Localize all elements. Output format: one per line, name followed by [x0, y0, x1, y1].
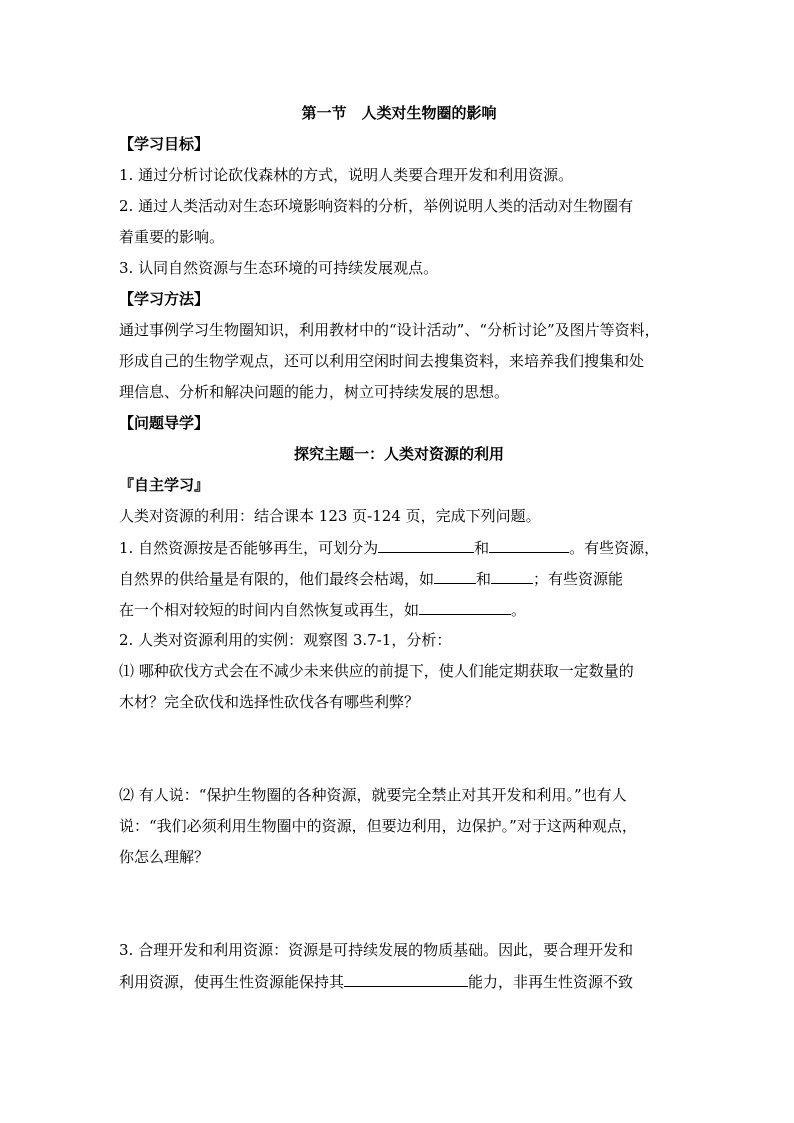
question-1-line-2	[119, 568, 679, 589]
q3-text-b: 利用资源，使再生性资源能保持其	[119, 973, 345, 991]
answer-blank-4[interactable]	[491, 568, 533, 584]
question-3-line-1: 3. 合理开发和利用资源：资源是可持续发展的物质基础。因此，要合理开发和	[119, 941, 634, 959]
method-line-3: 理信息、分析和解决问题的能力，树立可持续发展的思想。	[119, 383, 510, 401]
q1-text-d: 自然界的供给量是有限的，他们最终会枯竭，如	[119, 570, 435, 588]
q1-text-g: 在一个相对较短的时间内自然恢复或再生，如	[119, 601, 420, 619]
answer-blank-1[interactable]	[378, 537, 474, 553]
question-2-intro: 2. 人类对资源利用的实例：观察图 3.7-1，分析：	[119, 631, 452, 649]
question-2-2-line-1: ⑵ 有人说：“保护生物圈的各种资源，就要完全禁止对其开发和利用。”也有人	[119, 786, 627, 804]
goal-line-2: 2. 通过人类活动对生态环境影响资料的分析，举例说明人类的活动对生物圈有	[119, 197, 634, 215]
method-line-2: 形成自己的生物学观点，还可以利用空闲时间去搜集资料，来培养我们搜集和处	[119, 352, 645, 370]
q1-text-c: 。有些资源，	[569, 539, 660, 557]
q1-text-e: 和	[476, 570, 492, 588]
question-2-1-line-2: 木材？完全砍伐和选择性砍伐各有哪些利弊？	[119, 693, 420, 711]
q1-text-b: 和	[474, 539, 490, 557]
answer-blank-6[interactable]	[344, 971, 468, 987]
goal-line-2-cont: 着重要的影响。	[119, 228, 225, 246]
question-1-line-3	[119, 599, 679, 620]
goal-line-1: 1. 通过分析讨论砍伐森林的方式，说明人类要合理开发和利用资源。	[119, 166, 574, 184]
section-heading-method: 【学习方法】	[119, 290, 210, 308]
question-2-1-line-1: ⑴ 哪种砍伐方式会在不减少未来供应的前提下，使人们能定期获取一定数量的	[119, 662, 634, 680]
goal-line-3: 3. 认同自然资源与生态环境的可持续发展观点。	[119, 259, 439, 277]
answer-blank-5[interactable]	[419, 599, 511, 615]
topic-title: 探究主题一：人类对资源的利用	[293, 445, 504, 463]
q1-text-f: ；有些资源能	[533, 570, 624, 588]
question-1-line-1	[119, 537, 679, 558]
q3-text-c: 能力，非再生性资源不致	[468, 973, 634, 991]
section-heading-goals: 【学习目标】	[119, 135, 210, 153]
section-heading-guide: 【问题导学】	[119, 414, 210, 432]
q1-text-a: 1. 自然资源按是否能够再生，可划分为	[119, 539, 379, 557]
self-study-heading: 『自主学习』	[119, 476, 210, 494]
answer-blank-3[interactable]	[434, 568, 476, 584]
question-2-2-line-2: 说：“我们必须利用生物圈中的资源，但要边利用，边保护。”对于这两种观点，	[119, 817, 637, 835]
question-2-2-line-3: 你怎么理解？	[119, 848, 210, 866]
intro-line: 人类对资源的利用：结合课本 123 页-124 页，完成下列问题。	[119, 507, 541, 525]
method-line-1: 通过事例学习生物圈知识，利用教材中的“设计活动”、“分析讨论”及图片等资料，	[119, 321, 660, 339]
answer-blank-2[interactable]	[489, 537, 569, 553]
q1-text-h: 。	[511, 601, 527, 619]
question-3-line-2	[119, 971, 679, 992]
page-title: 第一节 人类对生物圈的影响	[301, 104, 497, 122]
